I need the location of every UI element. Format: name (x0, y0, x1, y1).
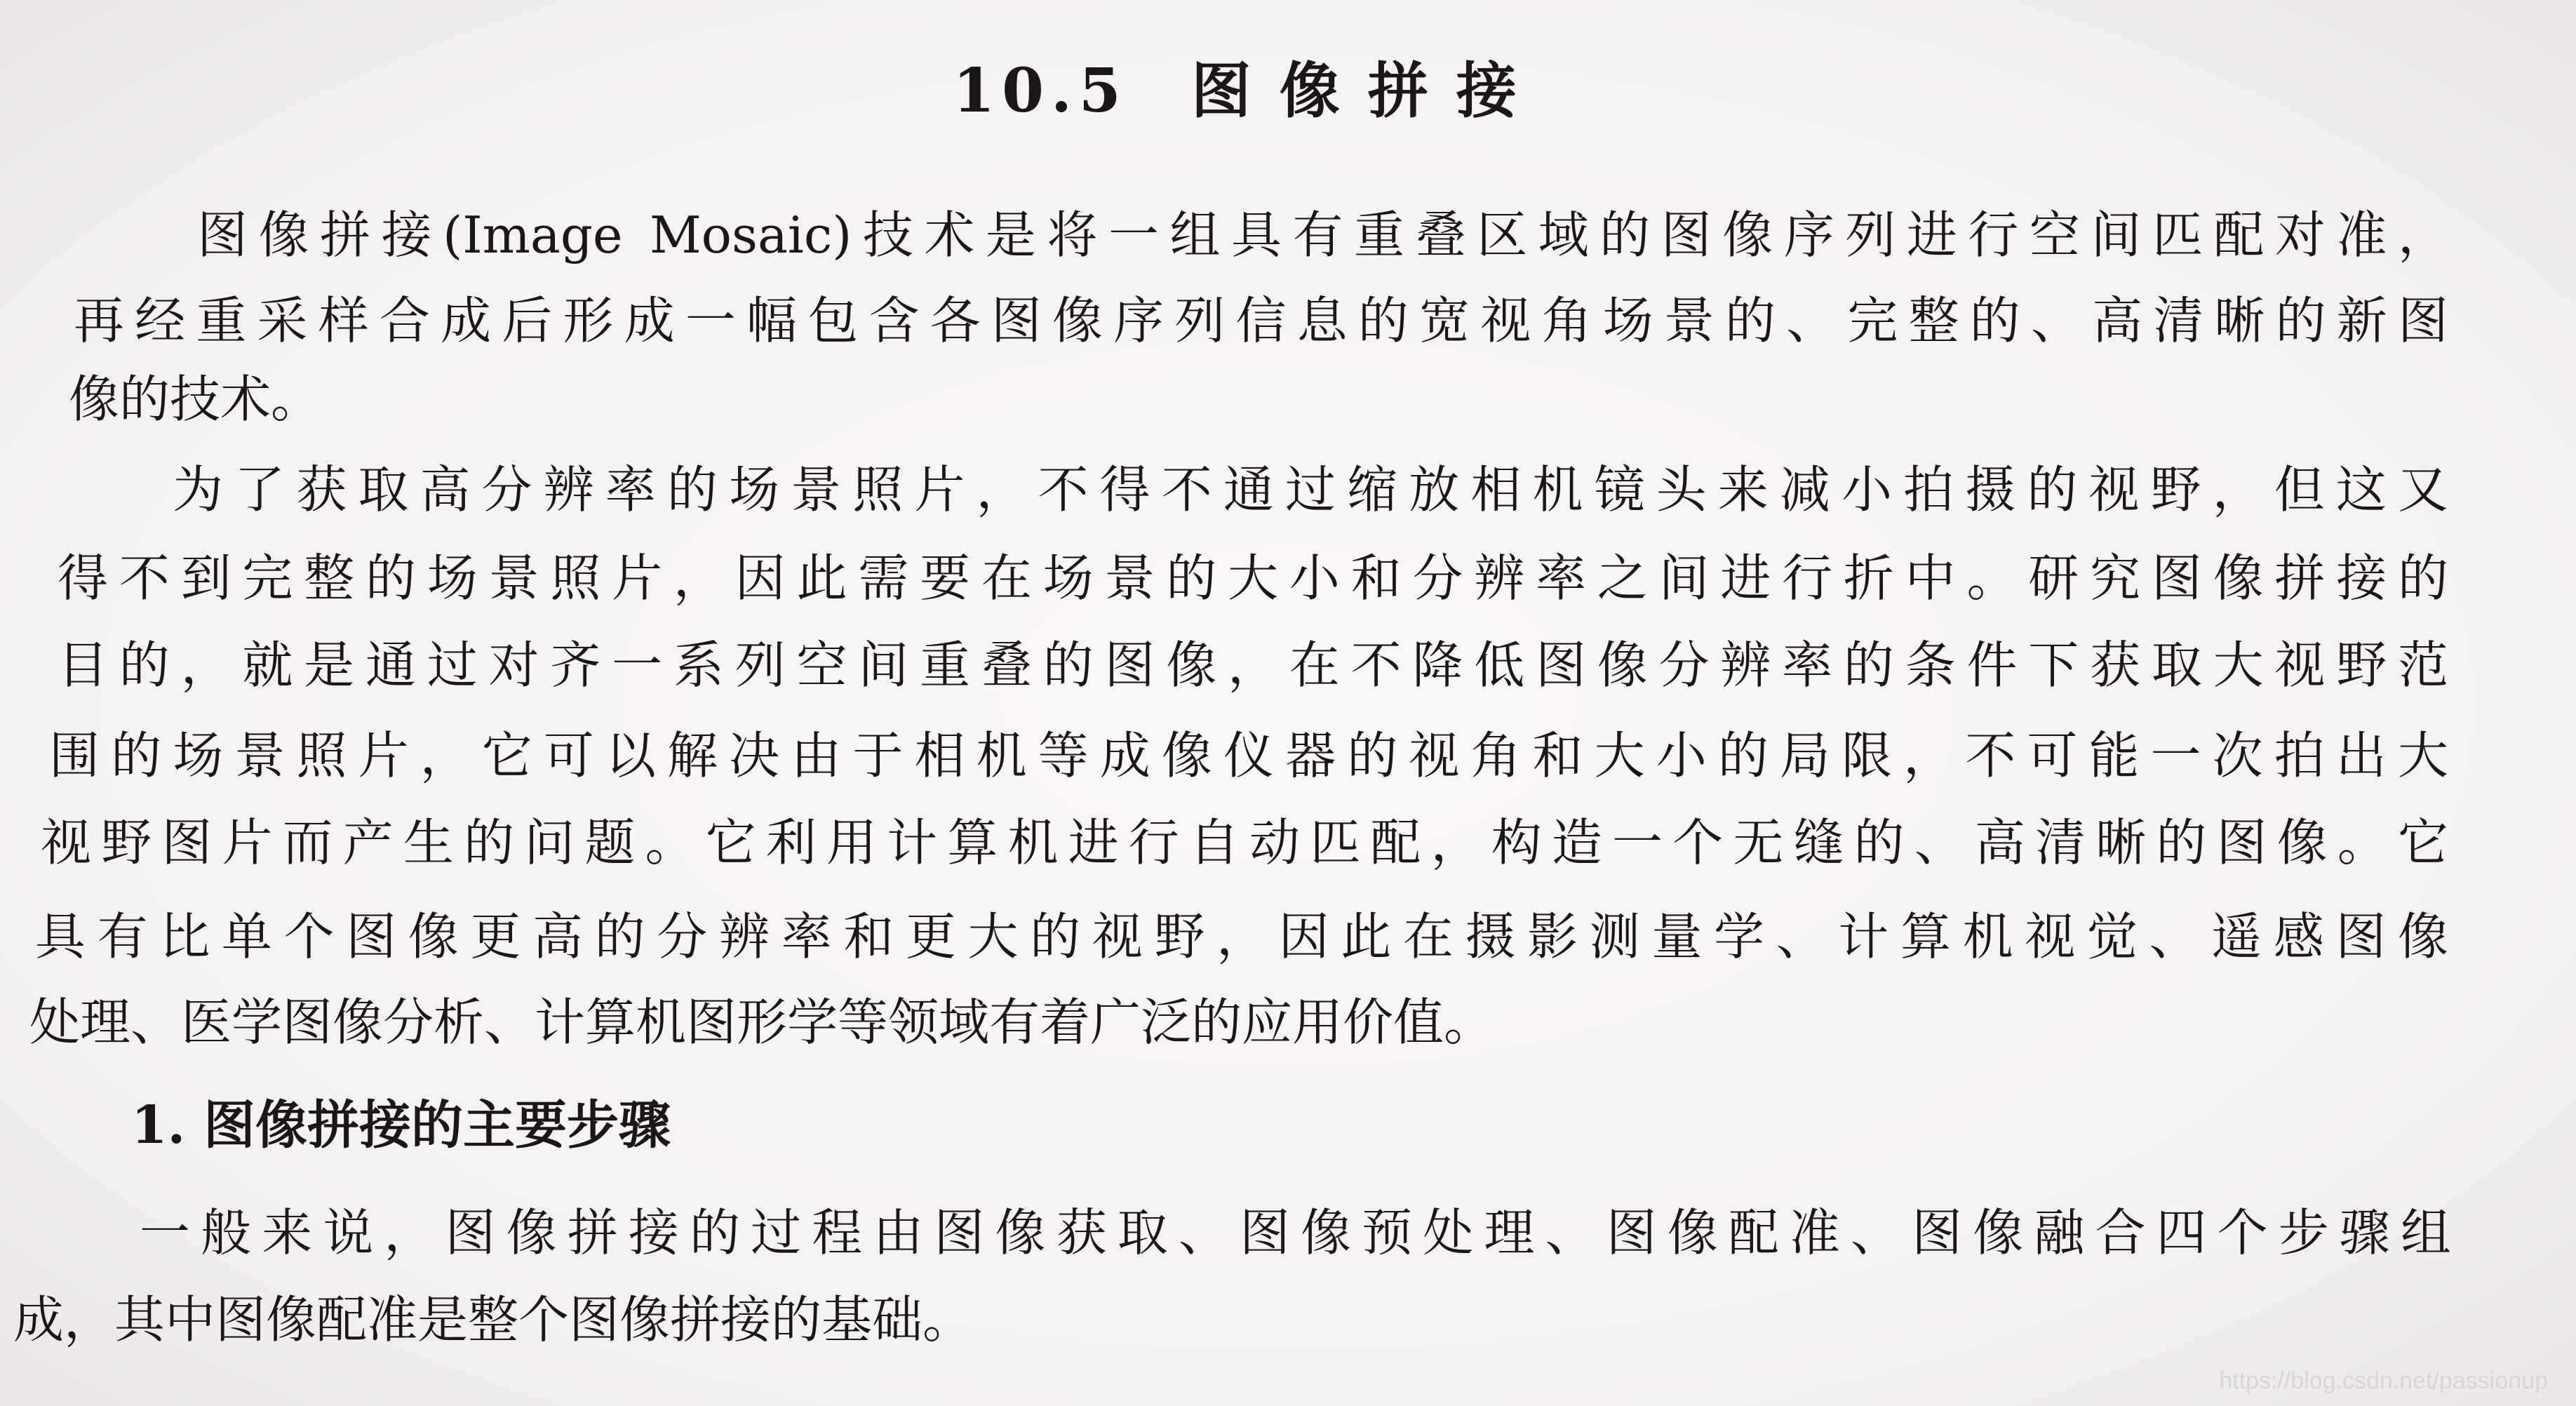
paragraph-1-line: 再经重采样合成后形成一幅包含各图像序列信息的宽视角场景的、完整的、高清晰的新图 (74, 291, 2448, 350)
paragraph-2-line: 围的场景照片，它可以解决由于相机等成像仪器的视角和大小的局限，不可能一次拍出大 (49, 726, 2448, 785)
section-number: 10.5 (953, 55, 1128, 126)
section-title (0, 42, 2497, 129)
paragraph-3-line: 成，其中图像配准是整个图像拼接的基础。 (13, 1290, 974, 1349)
paragraph-2-line: 视野图片而产生的问题。它利用计算机进行自动匹配，构造一个无缝的、高清晰的图像。它 (41, 813, 2448, 872)
paragraph-2-line: 得不到完整的场景照片，因此需要在场景的大小和分辨率之间进行折中。研究图像拼接的 (58, 549, 2448, 608)
section-title-text: 图像拼接 (1190, 55, 1545, 126)
subsection-heading: 1. 图像拼接的主要步骤 (131, 1095, 671, 1156)
paragraph-2-line: 具有比单个图像更高的分辨率和更大的视野，因此在摄影测量学、计算机视觉、遥感图像 (35, 907, 2448, 966)
paragraph-1-line: 图像拼接(Image Mosaic)技术是将一组具有重叠区域的图像序列进行空间匹配对准， (197, 206, 2448, 265)
paragraph-2-line: 为了获取高分辨率的场景照片，不得不通过缩放相机镜头来减小拍摄的视野，但这又 (173, 460, 2448, 519)
paragraph-3-line: 一般来说，图像拼接的过程由图像获取、图像预处理、图像配准、图像融合四个步骤组 (140, 1203, 2451, 1262)
paragraph-1-line: 像的技术。 (69, 370, 322, 429)
paragraph-2-line: 处理、医学图像分析、计算机图形学等领域有着广泛的应用价值。 (29, 993, 1495, 1052)
paragraph-2-line: 目的，就是通过对齐一系列空间重叠的图像，在不降低图像分辨率的条件下获取大视野范 (58, 636, 2448, 695)
watermark: https://blog.csdn.net/passionup (2219, 1367, 2548, 1394)
